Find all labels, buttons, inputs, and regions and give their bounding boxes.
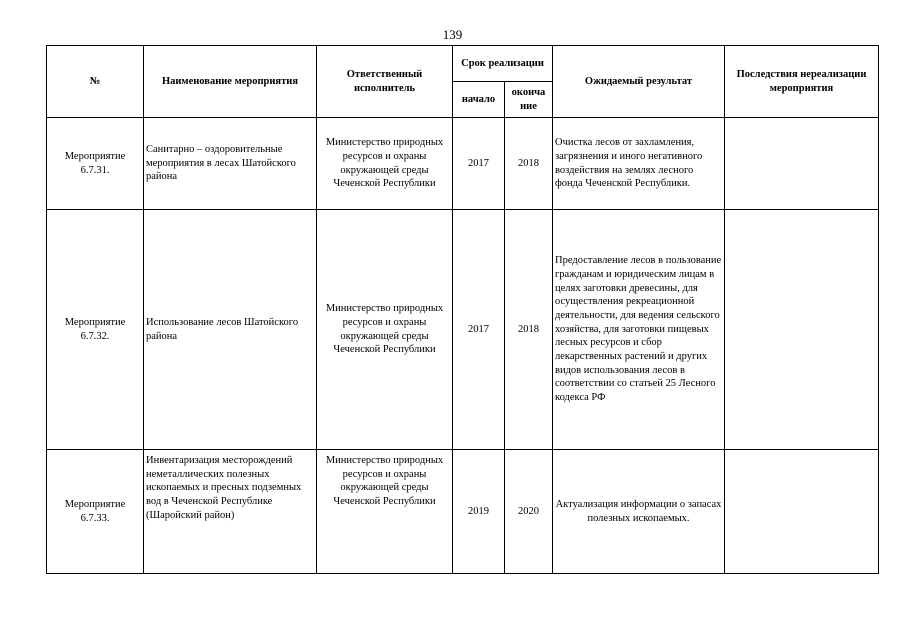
header-consequences: Последствия нереализации мероприятия <box>725 46 879 118</box>
cell-end: 2020 <box>505 450 553 574</box>
page-number: 139 <box>442 27 463 42</box>
cell-num: Мероприятие 6.7.31. <box>47 118 144 210</box>
cell-end: 2018 <box>505 118 553 210</box>
measures-table <box>46 45 879 574</box>
cell-start: 2019 <box>453 450 505 574</box>
header-start: начало <box>453 82 505 118</box>
cell-consequences <box>725 210 879 450</box>
cell-consequences <box>725 118 879 210</box>
cell-name: Инвентаризация месторождений неметаллических полезных ископаемых и пресных подземных вод в Чеченской Республике (Шаройский район) <box>144 450 317 574</box>
cell-result: Предоставление лесов в пользование гражданам и юридическим лицам в целях заготовки древесины, для осуществления рекреационной деятельности, для ведения сельского хозяйства, для заготовки пищевых лесных ресурсов и сбор лекарственных растений и других видов использования лесов в соответствии со статьей 25 Лесного кодекса РФ <box>553 210 725 450</box>
cell-name: Использование лесов Шатойского района <box>144 210 317 450</box>
cell-name: Санитарно – оздоровительные мероприятия в лесах Шатойского района <box>144 118 317 210</box>
table-header-row <box>47 46 879 82</box>
header-num: № <box>47 46 144 118</box>
cell-consequences <box>725 450 879 574</box>
header-responsible: Ответственный исполнитель <box>317 46 453 118</box>
table-row <box>47 450 879 574</box>
cell-responsible: Министерство природных ресурсов и охраны окружающей среды Чеченской Республики <box>317 450 453 574</box>
cell-responsible: Министерство природных ресурсов и охраны окружающей среды Чеченской Республики <box>317 210 453 450</box>
cell-result: Актуализация информации о запасах полезных ископаемых. <box>553 450 725 574</box>
cell-end: 2018 <box>505 210 553 450</box>
header-end: оконча ние <box>505 82 553 118</box>
header-name: Наименование мероприятия <box>144 46 317 118</box>
table-row <box>47 210 879 450</box>
header-term: Срок реализации <box>453 46 553 82</box>
cell-num: Мероприятие 6.7.32. <box>47 210 144 450</box>
cell-responsible: Министерство природных ресурсов и охраны окружающей среды Чеченской Республики <box>317 118 453 210</box>
cell-result: Очистка лесов от захламления, загрязнения и иного негативного воздействия на землях лесного фонда Чеченской Республики. <box>553 118 725 210</box>
cell-start: 2017 <box>453 118 505 210</box>
table-row <box>47 118 879 210</box>
header-result: Ожидаемый результат <box>553 46 725 118</box>
cell-start: 2017 <box>453 210 505 450</box>
cell-num: Мероприятие 6.7.33. <box>47 450 144 574</box>
